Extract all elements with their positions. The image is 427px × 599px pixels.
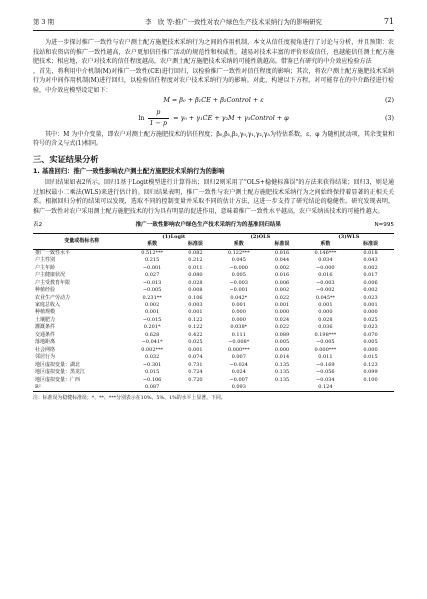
subheader-coef: 系数 <box>217 241 260 249</box>
fraction-denominator: 1 − p <box>149 119 168 128</box>
std-error-cell: 0.022 <box>274 324 290 331</box>
equation-2 <box>33 96 394 108</box>
coefficient-cell: 0.038* <box>230 324 248 331</box>
coefficient-cell: −0.001 <box>229 287 248 294</box>
variable-name-cell: 种植经验 <box>35 287 56 294</box>
coefficient-cell: 0.024 <box>231 369 246 376</box>
std-error-cell: 0.001 <box>188 346 203 353</box>
variable-name-cell: 灌溉条件 <box>35 324 56 331</box>
table-row <box>33 309 394 316</box>
std-error-cell: 0.099 <box>363 369 378 376</box>
group-header-wls: (3)WLS <box>304 233 394 241</box>
variable-name-cell: R² <box>33 384 130 392</box>
std-error-cell <box>260 384 303 392</box>
coefficient-cell: 0.002 <box>144 301 160 308</box>
std-error-cell: 0.122 <box>188 316 203 323</box>
std-error-cell: 0.100 <box>363 376 378 383</box>
table-note: 注：标准误为稳健标准误；*、**、***分别表示在10%、5%、1%的水平上显著。下同。 <box>33 395 226 402</box>
coefficient-cell: 0.512*** <box>141 249 164 256</box>
std-error-cell: 0.014 <box>274 354 290 361</box>
coefficient-cell: −0.000 <box>316 264 335 271</box>
std-error-cell: 0.123 <box>363 361 378 368</box>
coefficient-cell: −0.001 <box>142 264 162 271</box>
header-rule <box>33 30 394 31</box>
variable-name-cell: 邻居行为 <box>35 354 56 361</box>
coefficient-cell: −0.008* <box>228 339 250 346</box>
coefficient-cell: −0.106 <box>142 376 162 383</box>
std-error-cell: 0.016 <box>274 272 290 279</box>
table-row <box>33 332 394 339</box>
fraction-numerator: p <box>148 108 170 119</box>
std-error-cell: 0.043 <box>363 257 378 264</box>
std-error-cell: 0.028 <box>188 279 203 286</box>
table-row <box>33 295 394 302</box>
coefficient-cell: −0.003 <box>229 279 248 286</box>
variable-name-cell: 地区虚拟变量：湖北 <box>35 361 81 368</box>
coefficient-cell: 0.036 <box>318 324 333 331</box>
coefficient-cell: 0.000*** <box>314 346 337 353</box>
equation-3-number: (3) <box>384 113 394 122</box>
coefficient-cell: 0.032 <box>144 354 160 361</box>
std-error-cell: 0.006 <box>363 279 378 286</box>
std-error-cell: 0.212 <box>188 257 203 264</box>
variable-name-cell: 户主健康状况 <box>35 272 66 279</box>
table-row <box>33 384 394 392</box>
std-error-cell: 0.135 <box>274 369 290 376</box>
std-error-cell: 0.003 <box>188 301 203 308</box>
std-error-cell: 0.011 <box>188 264 203 271</box>
results-paragraph: 回归结果如表2所示。回归1基于Logit模型进行计算得出；回归2则采用了"OLS+稳健标准误"的方法来获得结果；回归3，则是通过加权最小二乘法(WLS)来进行估计的。回归结果表明，推广一致性与农户测土配方施肥技术采纳行为之间始终保持着显著的正相关关系。根据回归分析的结果可以发现，选取不同的控制变量并采取不同的估计方法，这进一步支持了研究结论的稳健性。研究发现表明，推广一致性对农户采用测土配方施肥技术的行为具有明显的促进作用，意味着推广一致性水平越高，农户采纳该技术的可能性越大。 <box>33 178 394 215</box>
std-error-cell: 0.000 <box>363 346 378 353</box>
coefficient-cell: 0.087 <box>130 384 173 392</box>
coefficient-cell: 0.015 <box>144 369 160 376</box>
coefficient-cell: −0.169 <box>316 361 335 368</box>
std-error-cell: 0.000 <box>274 346 290 353</box>
coefficient-cell: 0.045 <box>231 257 246 264</box>
coefficient-cell: 0.628 <box>144 331 160 338</box>
std-error-cell: 0.122 <box>188 324 203 331</box>
coefficient-cell: 0.231** <box>142 294 162 301</box>
table-sample-size: N=995 <box>374 222 394 229</box>
std-error-cell: 0.001 <box>363 301 378 308</box>
subheader-se: 标准误 <box>260 241 303 249</box>
std-error-cell: 0.017 <box>363 272 378 279</box>
std-error-cell: 0.135 <box>274 361 290 368</box>
coefficient-cell: −0.005 <box>142 287 162 294</box>
table-row <box>33 354 394 361</box>
table-row <box>33 347 394 354</box>
table-row <box>33 369 394 376</box>
std-error-cell: 0.074 <box>188 354 203 361</box>
std-error-cell: 0.005 <box>363 339 378 346</box>
subheader-coef: 系数 <box>130 241 173 249</box>
std-error-cell: 0.018 <box>363 249 378 256</box>
variable-name-cell: 社会网络 <box>35 346 56 353</box>
variable-name-cell: 户主性别 <box>35 257 56 264</box>
std-error-cell: 0.002 <box>274 264 290 271</box>
running-header <box>33 14 394 28</box>
coefficient-cell: 0.146*** <box>314 249 337 256</box>
coefficient-cell: 0.201* <box>143 324 161 331</box>
intro-paragraph-1: 为进一步探讨推广一致性与农户测土配方施肥技术采纳行为之间的作用机制，本文从信任度视角进行了讨论与分析，并且预期：农技站和农资店的推广一致性越高，农户更加信任推广活动的规范性和权威性，越易对技术丰富的评价形成信任，也越能信任测土配方施肥技术；相应地，农户对技术的信任程度越高，农户测土配方施肥技术采纳的可能性就越高。借鉴已有研究的中介效应检验方法 <box>33 39 394 66</box>
std-error-cell: 0.022 <box>274 294 290 301</box>
coefficient-cell: −0.056 <box>316 369 335 376</box>
coefficient-cell: 0.028 <box>318 316 333 323</box>
subheader-coef: 系数 <box>304 241 347 249</box>
variable-name-cell: 户主年龄 <box>35 264 56 271</box>
group-header-ols: (2)OLS <box>217 233 304 241</box>
variable-name-cell: 落地距离 <box>35 339 56 346</box>
variable-name-cell: 农业生产劳动力 <box>35 294 71 301</box>
std-error-cell: 0.024 <box>274 316 290 323</box>
coefficient-cell: 0.198*** <box>314 331 337 338</box>
std-error-cell: 0.135 <box>274 376 290 383</box>
std-error-cell: 0.089 <box>274 331 290 338</box>
subheader-se: 标准误 <box>347 241 394 249</box>
coefficient-cell: 0.011 <box>318 354 333 361</box>
table-row <box>33 362 394 369</box>
issue-number: 第 3 期 <box>33 17 54 26</box>
table-label: 表2 <box>33 222 43 229</box>
coefficient-cell: 0.005 <box>231 272 246 279</box>
std-error-cell: 0.000 <box>274 309 290 316</box>
std-error-cell: 0.720 <box>188 376 203 383</box>
table-title: 推广一致性影响农户绿色生产技术采纳行为的基准回归结果 <box>135 222 282 229</box>
std-error-cell: 0.023 <box>363 324 378 331</box>
coefficient-cell: 0.045** <box>315 294 336 301</box>
coefficient-cell: 0.111 <box>231 331 246 338</box>
std-error-cell: 0.002 <box>274 287 290 294</box>
std-error-cell: 0.025 <box>188 339 203 346</box>
equation-note: 其中：M 为中介变量，即农户对测土配方施肥技术的信任程度；β₀,β₁,β₂,γ₀,γ₁,γ₂,γ₃为待估系数，ε、φ 为随机扰动项，其余变量和符号的含义与式(1)相同。 <box>33 130 394 148</box>
coefficient-cell: −0.000 <box>229 264 248 271</box>
std-error-cell: 0.002 <box>363 287 378 294</box>
coefficient-cell: 0.000 <box>231 316 246 323</box>
variable-name-cell: 地区虚拟变量：广西 <box>35 376 81 383</box>
table-row <box>33 302 394 309</box>
std-error-cell: 0.008 <box>188 287 203 294</box>
std-error-cell: 0.023 <box>363 294 378 301</box>
variable-name-cell: 户主受教育年限 <box>35 279 71 286</box>
std-error-cell: 0.724 <box>188 369 203 376</box>
coefficient-cell: 0.001 <box>318 301 333 308</box>
coefficient-cell: 0.001 <box>144 309 160 316</box>
std-error-cell <box>347 384 394 392</box>
coefficient-cell: −0.024 <box>229 361 248 368</box>
coefficient-cell: 0.042* <box>230 294 248 301</box>
std-error-cell: 0.731 <box>188 361 203 368</box>
table-row <box>33 287 394 294</box>
group-header-logit: (1)Logit <box>130 233 217 241</box>
std-error-cell: 0.001 <box>188 309 203 316</box>
coefficient-cell: −0.015 <box>142 316 162 323</box>
coefficient-cell: −0.013 <box>142 279 162 286</box>
variable-name-cell: 土壤肥力 <box>35 316 56 323</box>
coefficient-cell: 0.016 <box>318 272 333 279</box>
coefficient-cell: 0.001 <box>231 301 246 308</box>
std-error-cell: 0.422 <box>188 331 203 338</box>
coefficient-cell: −0.034 <box>316 376 335 383</box>
intro-paragraph-2: ，首先，将利用中介机制(M)对推广一致性(CE)进行回归，以检验推广一致性对信任程度的影响；其次，将农户测土配方施肥技术采纳行为对中间作用机制(M)进行回归，以检验信任程度对农户技术采纳行为的影响。对此，构建以下方程，对可能存在的中介路径进行检验，中介效应模型设定如下： <box>33 67 394 94</box>
std-error-cell: 0.002 <box>363 264 378 271</box>
coefficient-cell: 0.034 <box>318 257 333 264</box>
page-number: 71 <box>383 16 394 26</box>
coefficient-cell: 0.000 <box>318 309 333 316</box>
std-error-cell: 0.001 <box>274 301 290 308</box>
subsection-title: 1. 基准回归：推广一致性影响农户测土配方施肥技术采纳行为的影响 <box>33 168 225 176</box>
equation-3-ln: ln <box>138 113 145 122</box>
table-row <box>33 317 394 324</box>
std-error-cell: 0.006 <box>274 279 290 286</box>
coefficient-cell: −0.007 <box>229 376 248 383</box>
coefficient-cell: −0.301 <box>142 361 162 368</box>
table-row <box>33 272 394 279</box>
coefficient-cell: −0.041* <box>141 339 163 346</box>
std-error-cell: 0.044 <box>274 257 290 264</box>
coefficient-cell: 0.000 <box>231 309 246 316</box>
variable-name-cell: 地区虚拟变量：黑龙江 <box>35 369 86 376</box>
table-body <box>33 249 394 392</box>
coefficient-cell: 0.027 <box>144 272 160 279</box>
table-row <box>33 280 394 287</box>
std-error-cell: 0.070 <box>363 331 378 338</box>
coefficient-cell: −0.002 <box>316 287 335 294</box>
table-row <box>33 339 394 346</box>
table-row <box>33 265 394 272</box>
equation-3-fraction <box>148 108 170 128</box>
coefficient-cell: 0.215 <box>144 257 160 264</box>
table-row <box>33 257 394 264</box>
coefficient-cell: −0.003 <box>316 279 335 286</box>
variable-name-cell: 种植规模 <box>35 309 56 316</box>
std-error-cell: 0.005 <box>274 339 290 346</box>
column-header-variable: 变量或指标名称 <box>33 233 130 249</box>
std-error-cell: 0.080 <box>188 272 203 279</box>
regression-table <box>33 233 394 393</box>
std-error-cell: 0.016 <box>274 249 290 256</box>
equation-2-number: (2) <box>384 95 394 104</box>
coefficient-cell: 0.007 <box>231 354 246 361</box>
std-error-cell: 0.000 <box>363 309 378 316</box>
variable-name-cell: 家庭总收入 <box>35 301 61 308</box>
std-error-cell: 0.106 <box>188 294 203 301</box>
table-caption <box>33 221 394 231</box>
equation-2-text: M = β₀ + β₁CE + β₂Control + ε <box>163 95 264 104</box>
coefficient-cell: 0.000*** <box>227 346 250 353</box>
subheader-se: 标准误 <box>174 241 217 249</box>
variable-name-cell: 推广一致性水平 <box>35 249 71 256</box>
std-error-cell <box>174 384 217 392</box>
coefficient-cell: −0.005 <box>316 339 335 346</box>
page-body <box>33 38 394 404</box>
running-title: 李 欣 等:推广一致性对农户绿色生产技术采纳行为的影响研究 <box>145 17 322 26</box>
std-error-cell: 0.015 <box>363 354 378 361</box>
equation-3 <box>33 108 394 130</box>
coefficient-cell: 0.002*** <box>141 346 164 353</box>
table-row <box>33 377 394 384</box>
table-row <box>33 249 394 257</box>
coefficient-cell: 0.124 <box>304 384 347 392</box>
std-error-cell: 0.082 <box>188 249 203 256</box>
coefficient-cell: 0.122*** <box>227 249 250 256</box>
table-row <box>33 324 394 331</box>
variable-name-cell: 交通条件 <box>35 331 56 338</box>
section-title: 三、实证结果分析 <box>33 153 99 164</box>
std-error-cell: 0.025 <box>363 316 378 323</box>
coefficient-cell: 0.093 <box>217 384 260 392</box>
equation-3-rhs: = γ₀ + γ₁CE + γ₂M + γ₃Control + φ <box>173 113 289 122</box>
